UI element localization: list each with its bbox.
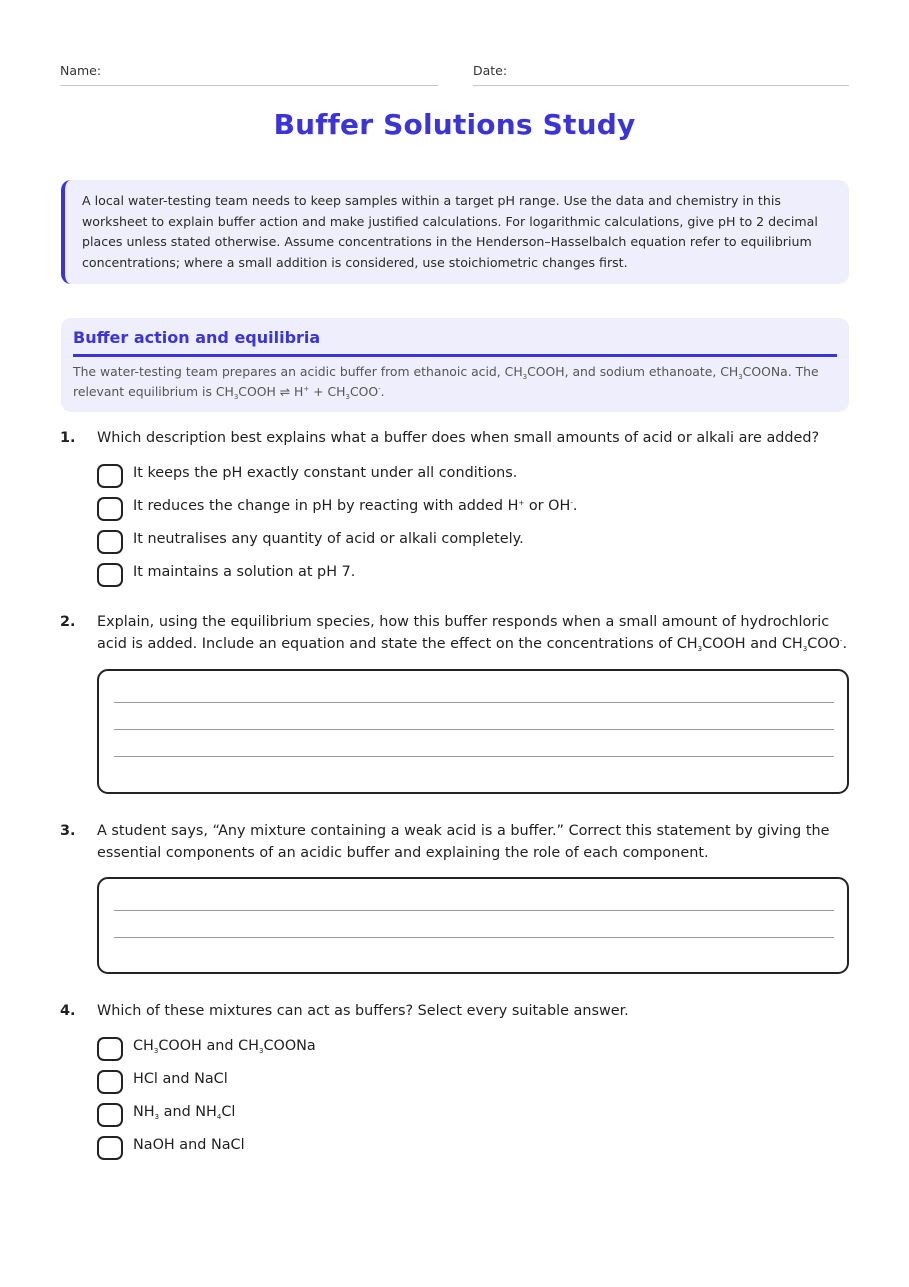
option-label: $CH_3COOH$ and $CH_3COONa$ [133, 1038, 316, 1055]
question-4 [60, 1000, 850, 1024]
question-text: Which description best explains what a buffer does when small amounts of acid or alkali are added? [97, 430, 820, 446]
writing-line [114, 702, 834, 703]
option-label: It reduces the change in pH by reacting with added H+ or OH-. [133, 498, 578, 514]
question-number: 2. [60, 614, 76, 630]
name-label: Name: [60, 63, 102, 78]
date-field[interactable] [473, 60, 849, 86]
checkbox[interactable] [97, 530, 123, 554]
checkbox[interactable] [97, 497, 123, 521]
question-text: A student says, “Any mixture containing a weak acid is a buffer.” Correct this statement by giving the essential components of an acidic buffer and explaining the role of each component. [97, 823, 830, 861]
question-2 [60, 611, 850, 657]
option-label: It neutralises any quantity of acid or alkali completely. [133, 531, 524, 547]
option-label: $NH_3$ and $NH_4Cl$ [133, 1104, 236, 1121]
name-field[interactable] [60, 60, 438, 86]
writing-line [114, 937, 834, 938]
checkbox[interactable] [97, 464, 123, 488]
checkbox[interactable] [97, 1136, 123, 1160]
writing-line [114, 729, 834, 730]
date-label: Date: [473, 63, 508, 78]
section-panel [61, 318, 849, 412]
option-label: HCl and NaCl [133, 1071, 228, 1087]
option-label: It maintains a solution at pH 7. [133, 564, 356, 580]
section-context-text: The water-testing team prepares an acidic buffer from ethanoic acid, $CH_3COOH$, and sodium ethanoate, $CH_3COONa$. The relevant equilibrium is $CH_3COOH$ ⇌ $H^+ + CH_3COO^-$. [73, 364, 819, 401]
checkbox[interactable] [97, 563, 123, 587]
writing-line [114, 910, 834, 911]
question-number: 3. [60, 823, 76, 839]
checkbox[interactable] [97, 1103, 123, 1127]
question-1 [60, 427, 850, 451]
checkbox[interactable] [97, 1070, 123, 1094]
question-text: Which of these mixtures can act as buffers? Select every suitable answer. [97, 1003, 629, 1019]
writing-line [114, 756, 834, 757]
intro-callout: A local water-testing team needs to keep samples within a target pH range. Use the data and chemistry in this worksheet to explain buffer action and make justified calculations. For logarithmic calculations, give pH to 2 decimal places unless stated otherwise. Assume concentrations in the Henderson–Hasselbalch equation refer to equilibrium concentrations; where a small addition is considered, use stoichiometric changes first. [61, 180, 849, 284]
answer-box-q2[interactable] [97, 669, 849, 794]
section-title: Buffer action and equilibria [73, 328, 837, 357]
question-number: 1. [60, 430, 76, 446]
question-number: 4. [60, 1003, 76, 1019]
answer-box-q3[interactable] [97, 877, 849, 974]
student-info-row [60, 60, 849, 86]
worksheet-title: Buffer Solutions Study [273, 108, 636, 141]
option-label: NaOH and NaCl [133, 1137, 245, 1153]
question-3 [60, 820, 850, 866]
question-text: Explain, using the equilibrium species, how this buffer responds when a small amount of hydrochloric acid is added. Include an equation and state the effect on the concentrations of $CH_3COOH$ and $CH_3COO^-$. [97, 614, 848, 653]
checkbox[interactable] [97, 1037, 123, 1061]
option-label: It keeps the pH exactly constant under all conditions. [133, 465, 518, 481]
